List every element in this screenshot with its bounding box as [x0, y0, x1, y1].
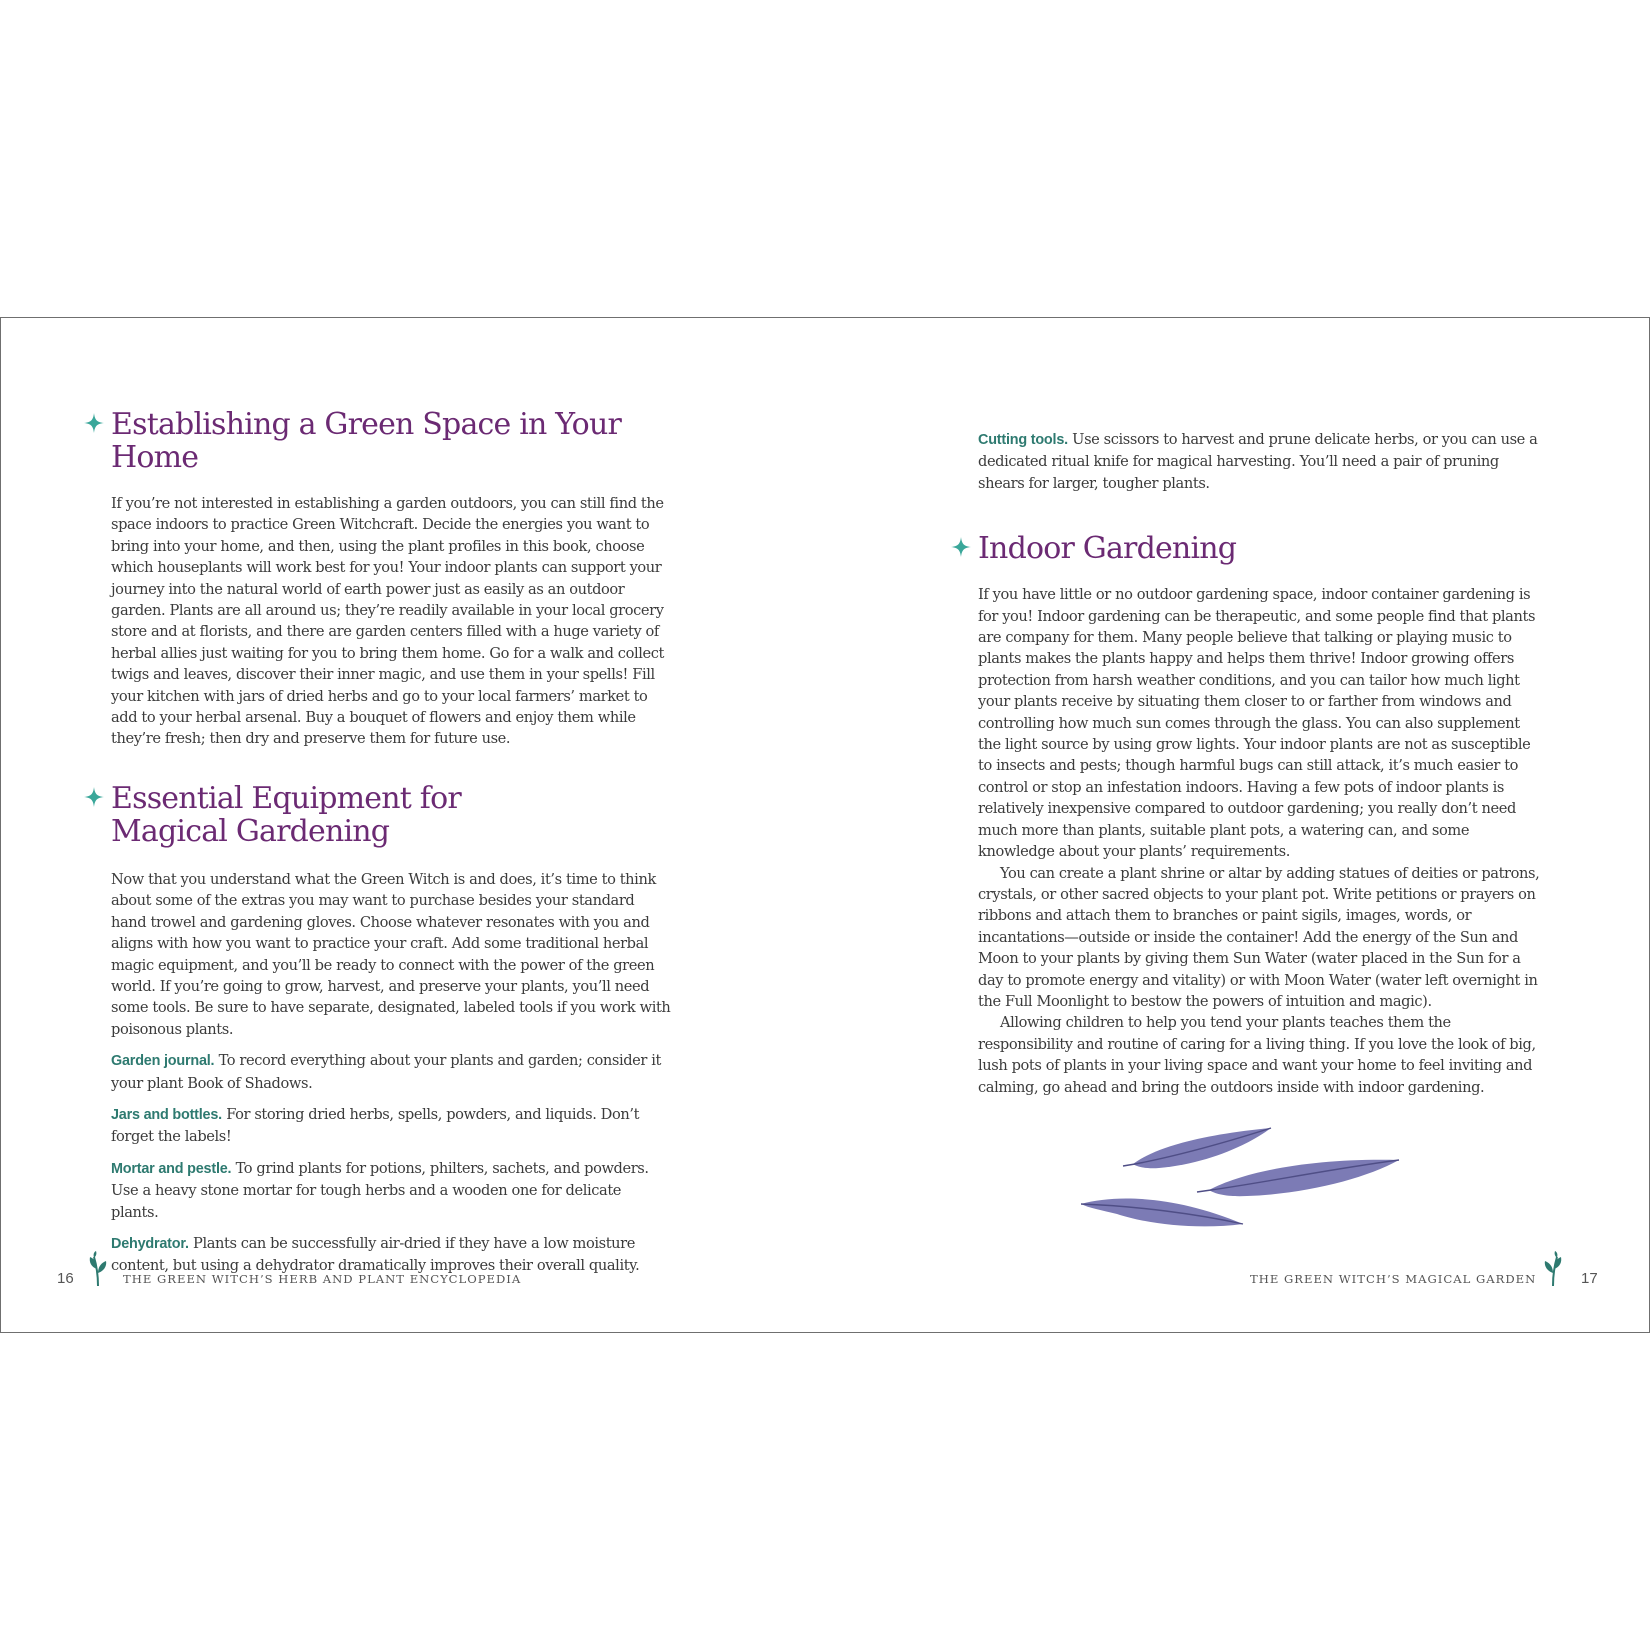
sprig-icon	[87, 1251, 109, 1287]
list-item-jars-bottles: Jars and bottles. For storing dried herbs, spells, powders, and liquids. Don’t forget the labels!	[111, 1105, 640, 1146]
leaf-right	[1197, 1160, 1399, 1196]
paragraph-indoor-1: If you have little or no outdoor gardening space, indoor container gardening is for you! Indoor gardening can be therapeutic, and some people find that plants are company for them. Many people believe that talking or playing music to plants makes the plants happy and helps them thrive! Indoor growing offers protection from harsh weather conditions, and you can tailor how much light your plants receive by situating them closer to or farther from windows and controlling how much sun comes through the glass. You can also supplement the light source by using grow lights. Your indoor plants are not as susceptible to insects and pests; though harmful bugs can still attack, it’s much easier to control or stop an infestation indoors. Having a few pots of indoor plants is relatively inexpensive compared to outdoor gardening; you really don’t need much more than plants, suitable plant pots, a watering can, and some knowledge about your plants’ requirements.	[978, 586, 1536, 861]
sprig-icon	[1542, 1251, 1564, 1287]
page-number-right: 17	[1581, 1270, 1598, 1287]
paragraph-indoor-2: You can create a plant shrine or altar by adding statues of deities or patrons, crystals, or other sacred objects to your plant pot. Write petitions or prayers on ribbons and attach them to branches or paint sigils, images, words, or incantations—outside or inside the container! Add the energy of the Sun and Moon to your plants by giving them Sun Water (water placed in the Sun for a day to promote energy and vitality) or with Moon Water (water left overnight in the Full Moonlight to bestow the powers of intuition and magic).	[978, 864, 1540, 1010]
list-item-cutting-tools: Cutting tools. Use scissors to harvest and prune delicate herbs, or you can use a dedicated ritual knife for magical harvesting. You’ll need a pair of pruning shears for larger, tougher plants.	[978, 431, 1538, 492]
running-title-left: THE GREEN WITCH’S HERB AND PLANT ENCYCLOPEDIA	[123, 1272, 522, 1286]
term-label: Jars and bottles.	[111, 1106, 222, 1123]
book-spread	[0, 317, 1650, 1333]
term-label: Mortar and pestle.	[111, 1160, 232, 1177]
list-item-garden-journal: Garden journal. To record everything about your plants and garden; consider it your plant Book of Shadows.	[111, 1052, 661, 1092]
left-page-content	[111, 408, 671, 1277]
leaves-illustration	[1077, 1126, 1401, 1236]
leaf-top	[1123, 1128, 1271, 1168]
heading-essential-equipment: Essential Equipment for Magical Gardening	[111, 782, 671, 848]
sparkle-icon	[84, 413, 104, 433]
list-item-dehydrator: Dehydrator. Plants can be successfully air-dried if they have a low moisture content, but using a dehydrator dramatically improves their overall quality.	[111, 1234, 640, 1275]
page-number-left: 16	[57, 1270, 74, 1287]
paragraph-green-space: If you’re not interested in establishing a garden outdoors, you can still find the space indoors to practice Green Witchcraft. Decide the energies you want to bring into your home, and then, using the plant profiles in this book, choose which houseplants will work best for you! Your indoor plants can support your journey into the natural world of earth power just as easily as an outdoor garden. Plants are all around us; they’re readily available in your local grocery store and at florists, and there are garden centers filled with a huge variety of herbal allies just waiting for you to bring them home. Go for a walk and collect twigs and leaves, discover their inner magic, and use them in your spells! Fill your kitchen with jars of dried herbs and go to your local farmers’ market to add to your herbal arsenal. Buy a bouquet of flowers and enjoy them while they’re fresh; then dry and preserve them for future use.	[111, 495, 664, 748]
sparkle-icon	[951, 537, 971, 557]
right-page-content	[978, 429, 1543, 1098]
leaf-bottom	[1081, 1199, 1243, 1227]
term-label: Garden journal.	[111, 1053, 215, 1070]
term-label: Cutting tools.	[978, 432, 1068, 448]
heading-green-space: Establishing a Green Space in Your Home	[111, 408, 671, 474]
heading-indoor-gardening: Indoor Gardening	[978, 532, 1543, 565]
list-item-mortar-pestle: Mortar and pestle. To grind plants for potions, philters, sachets, and powders. Use a heavy stone mortar for tough herbs and a wooden one for delicate plants.	[111, 1159, 649, 1221]
term-label: Dehydrator.	[111, 1235, 189, 1252]
paragraph-essential-equipment: Now that you understand what the Green Witch is and does, it’s time to think about some of the extras you may want to purchase besides your standard hand trowel and gardening gloves. Choose whatever resonates with you and aligns with how you want to practice your craft. Add some traditional herbal magic equipment, and you’ll be ready to connect with the power of the green world. If you’re going to grow, harvest, and preserve your plants, you’ll need some tools. Be sure to have separate, designated, labeled tools if you work with poisonous plants.	[111, 870, 671, 1038]
paragraph-indoor-3: Allowing children to help you tend your plants teaches them the responsibility and routine of caring for a living thing. If you love the look of big, lush pots of plants in your living space and want your home to feel inviting and calming, go ahead and bring the outdoors inside with indoor gardening.	[978, 1014, 1536, 1096]
running-title-right: THE GREEN WITCH’S MAGICAL GARDEN	[1250, 1272, 1537, 1286]
sparkle-icon	[84, 787, 104, 807]
